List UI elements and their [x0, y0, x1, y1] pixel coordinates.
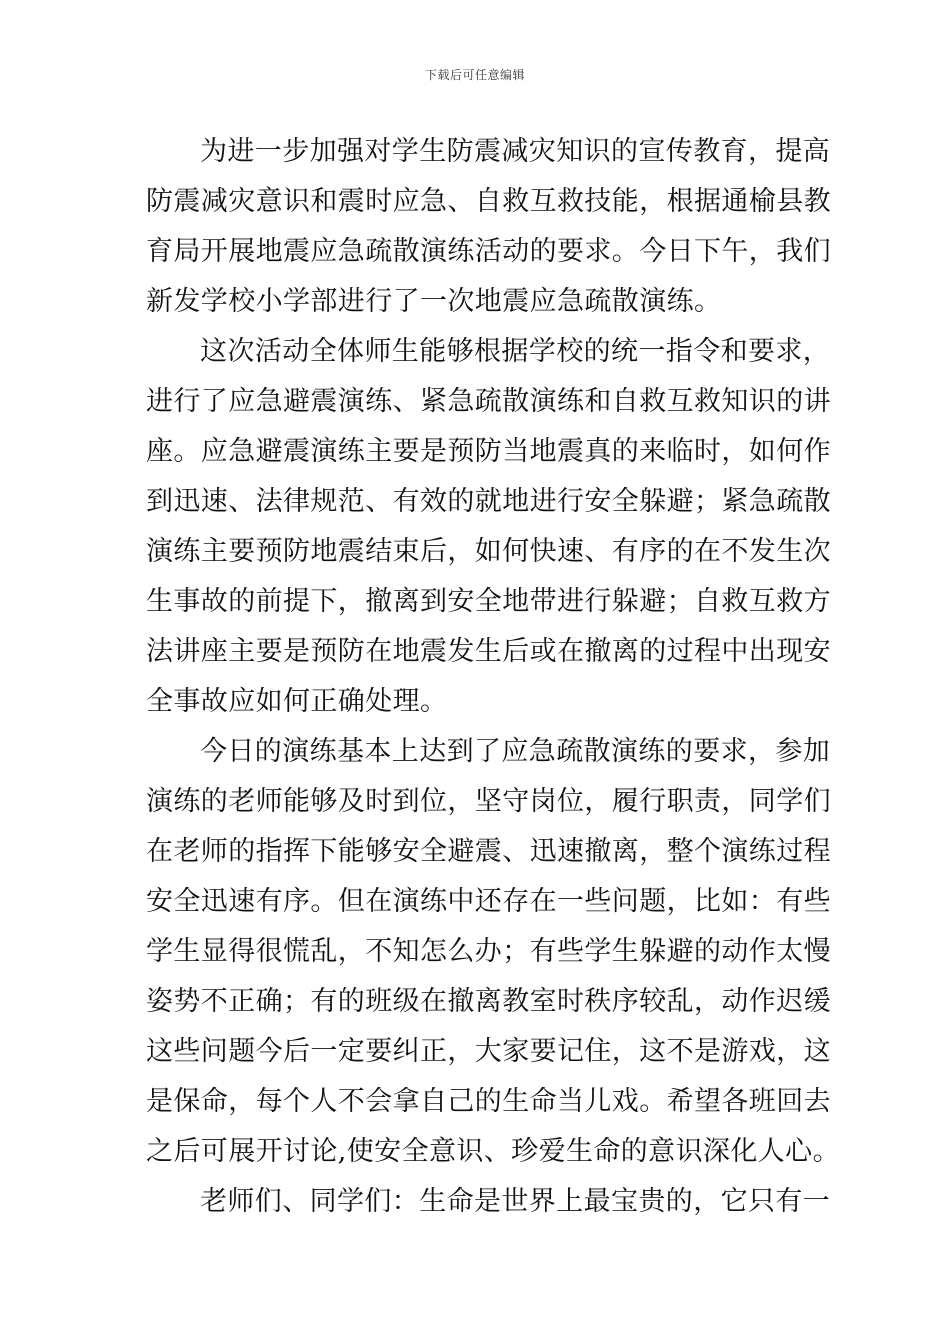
text-line: 安全迅速有序。但在演练中还存在一些问题，比如：有些 [146, 886, 831, 917]
text-line: 育局开展地震应急疏散演练活动的要求。今日下午，我们 [146, 236, 831, 267]
text-line: 法讲座主要是预防在地震发生后或在撤离的过程中出现安 [146, 636, 831, 667]
text-line: 进行了应急避震演练、紧急疏散演练和自救互救知识的讲 [146, 386, 831, 417]
text-line: 之后可展开讨论,使安全意识、珍爱生命的意识深化人心。 [146, 1136, 840, 1167]
paragraph [146, 1177, 831, 1227]
text-line: 今日的演练基本上达到了应急疏散演练的要求，参加 [200, 736, 831, 767]
text-line: 防震减灾意识和震时应急、自救互救技能，根据通榆县教 [146, 186, 831, 217]
text-line: 到迅速、法律规范、有效的就地进行安全躲避；紧急疏散 [146, 486, 831, 517]
paragraph [146, 727, 840, 1177]
text-line: 学生显得很慌乱，不知怎么办；有些学生躲避的动作太慢 [146, 936, 831, 967]
text-line: 这些问题今后一定要纠正，大家要记住，这不是游戏，这 [146, 1036, 831, 1067]
text-line: 是保命，每个人不会拿自己的生命当儿戏。希望各班回去 [146, 1086, 831, 1117]
text-line: 座。应急避震演练主要是预防当地震真的来临时，如何作 [146, 436, 831, 467]
text-line: 老师们、同学们：生命是世界上最宝贵的，它只有一 [200, 1186, 831, 1217]
text-line: 为进一步加强对学生防震减灾知识的宣传教育，提高 [200, 136, 831, 167]
text-line: 生事故的前提下，撤离到安全地带进行躲避；自救互救方 [146, 586, 831, 617]
text-line: 姿势不正确；有的班级在撤离教室时秩序较乱，动作迟缓 [146, 986, 831, 1017]
text-line: 这次活动全体师生能够根据学校的统一指令和要求， [200, 336, 831, 367]
paragraph [146, 127, 831, 327]
text-line: 演练主要预防地震结束后，如何快速、有序的在不发生次 [146, 536, 831, 567]
text-line: 在老师的指挥下能够安全避震、迅速撤离，整个演练过程 [146, 836, 831, 867]
paragraph [146, 327, 831, 727]
header-note: 下载后可任意编辑 [424, 68, 525, 82]
text-line: 演练的老师能够及时到位，坚守岗位，履行职责，同学们 [146, 786, 831, 817]
text-line: 新发学校小学部进行了一次地震应急疏散演练。 [146, 286, 722, 317]
text-line: 全事故应如何正确处理。 [146, 686, 448, 717]
document-body [146, 127, 840, 1227]
